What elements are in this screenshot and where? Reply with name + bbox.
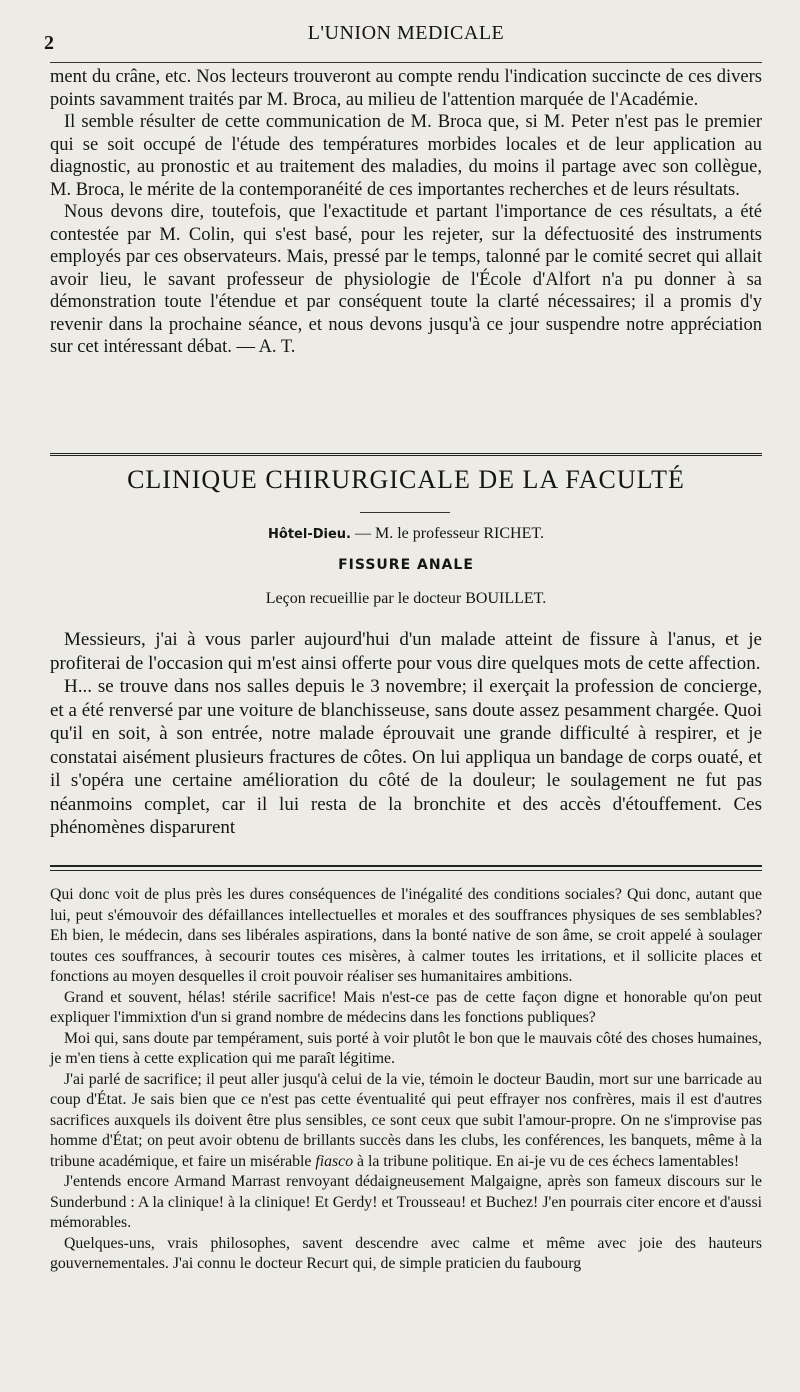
lesson-subject: FISSURE ANALE xyxy=(338,557,474,573)
paragraph: Quelques-uns, vrais philosophes, savent descendre avec calme et même avec joie des hauteurs gouvernementales. J'ai connu le docteur Recurt qui, de simple praticien du faubourg xyxy=(50,1234,762,1272)
lesson-text xyxy=(50,628,762,840)
running-head xyxy=(44,18,762,54)
paragraph: ment du crâne, etc. Nos lecteurs trouveront au compte rendu l'indication succincte de ces divers points savamment traités par M. Broca, au milieu de l'attention marquée de l'Académie. xyxy=(50,67,762,110)
paragraph: H... se trouve dans nos salles depuis le 3 novembre; il exerçait la profession de concierge, et a été renversé par une voiture de blanchisseuse, sans doute assez pesamment chargée. Quoi qu'il en soit, à son entrée, notre malade éprouvait une grande difficulté à respirer, et je constatai aisément plusieurs fractures de côtes. On lui appliqua un bandage de corps ouaté, et il s'opéra une certaine amélioration du côté de la douleur; le soulagement ne fut pas néanmoins complet, car il lui resta de la bronchite et des accès d'étouffement. Ces phénomènes disparurent xyxy=(50,676,762,838)
paragraph: Messieurs, j'ai à vous parler aujourd'hui d'un malade atteint de fissure à l'anus, et je profiterai de l'occasion qui m'est ainsi offerte pour vous dire quelques mots de cette affection. xyxy=(50,629,762,674)
professor-name: — M. le professeur RICHET. xyxy=(350,525,544,542)
section-divider xyxy=(50,453,762,458)
short-divider xyxy=(360,512,450,513)
italic-word: fiasco xyxy=(315,1152,354,1170)
lecture-credit: Leçon recueillie par le docteur BOUILLET. xyxy=(265,590,547,607)
header-rule xyxy=(50,62,762,63)
paragraph: J'entends encore Armand Marrast renvoyant dédaigneusement Malgaigne, après son fameux discours sur le Sunderbund : A la clinique! à la clinique! Et Gerdy! et Trousseau! et Buchez! J'en pourrais citer encore et d'aussi mémorables. xyxy=(50,1173,762,1231)
feuilleton-divider-thin xyxy=(50,870,762,871)
paragraph: Il semble résulter de cette communication de M. Broca que, si M. Peter n'est pas le premier qui se soit occupé de l'étude des températures morbides locales et de leur application au diagnostic, au pronostic et au traitement des maladies, du moins il partage avec son collègue, M. Broca, le mérite de la contemporanéité de ces importantes recherches et de leurs résultats. xyxy=(50,112,762,200)
paragraph xyxy=(50,1070,762,1173)
paragraph: Qui donc voit de plus près les dures conséquences de l'inégalité des conditions sociales? Qui donc, autant que lui, peut s'émouvoir des défaillances intellectuelles et morales et des souffrances physiques de ses semblables? Eh bien, le médecin, dans ses libérales aspirations, dans la bonté native de son âme, se croit appelé à soulager toutes ces souffrances, à secourir toutes ces misères, à calmer toutes les irritations, et il sollicite places et fonctions au moyen desquelles il croit pouvoir réaliser ses humanitaires ambitions. xyxy=(50,886,762,985)
paragraph: Moi qui, sans doute par tempérament, suis porté à voir plutôt le bon que le mauvais côté des choses humaines, je m'en tiens à cette explication qui me paraît légitime. xyxy=(50,1029,762,1067)
text-run: à la tribune politique. En ai-je vu de ces échecs lamentables! xyxy=(353,1152,740,1170)
section-title: CLINIQUE CHIRURGICALE DE LA FACULTÉ xyxy=(127,465,685,494)
paragraph: Nous devons dire, toutefois, que l'exactitude et partant l'importance de ces résultats, a été contestée par M. Colin, qui s'est basé, pour les rejeter, sur la défectuosité des instruments employés par ces observateurs. Mais, pressé par le temps, talonné par le comité secret qui allait avoir lieu, le savant professeur de physiologie de l'École d'Alfort n'a pu donner à sa démonstration toute l'étendue et par conséquent toute la clarté nécessaires; il a promis d'y revenir dans la prochaine séance, et nous devons jusqu'à ce jour suspendre notre appréciation sur cet intéressant débat. — A. T. xyxy=(50,202,762,357)
journal-title: L'UNION MEDICALE xyxy=(307,22,505,44)
text-run: J'ai parlé de sacrifice; il peut aller jusqu'à celui de la vie, témoin le docteur Baudin, mort sur une barricade au coup d'État. Je sais bien que ce n'est pas cette éventualité qui peut effrayer nos confrères, mais il est d'autres sacrifices auxquels ils doivent être plus sensibles, ce sont ceux que subit l'amour-propre. On ne s'improvise pas homme d'État; on peut avoir obtenu de brillants succès dans les clubs, les conférences, les banquets, même à la tribune académique, et faire un misérable xyxy=(50,1070,762,1170)
hospital-name: Hôtel-Dieu. xyxy=(268,527,351,542)
feuilleton-divider xyxy=(50,865,762,867)
feuilleton-text xyxy=(50,885,762,1275)
page-number: 2 xyxy=(44,32,54,54)
academy-report-text xyxy=(50,66,762,359)
paragraph: Grand et souvent, hélas! stérile sacrifice! Mais n'est-ce pas de cette façon digne et honorable qu'on peut expliquer l'immixtion d'un si grand nombre de médecins dans les fonctions publiques? xyxy=(50,988,762,1026)
hospital-line xyxy=(50,525,762,543)
